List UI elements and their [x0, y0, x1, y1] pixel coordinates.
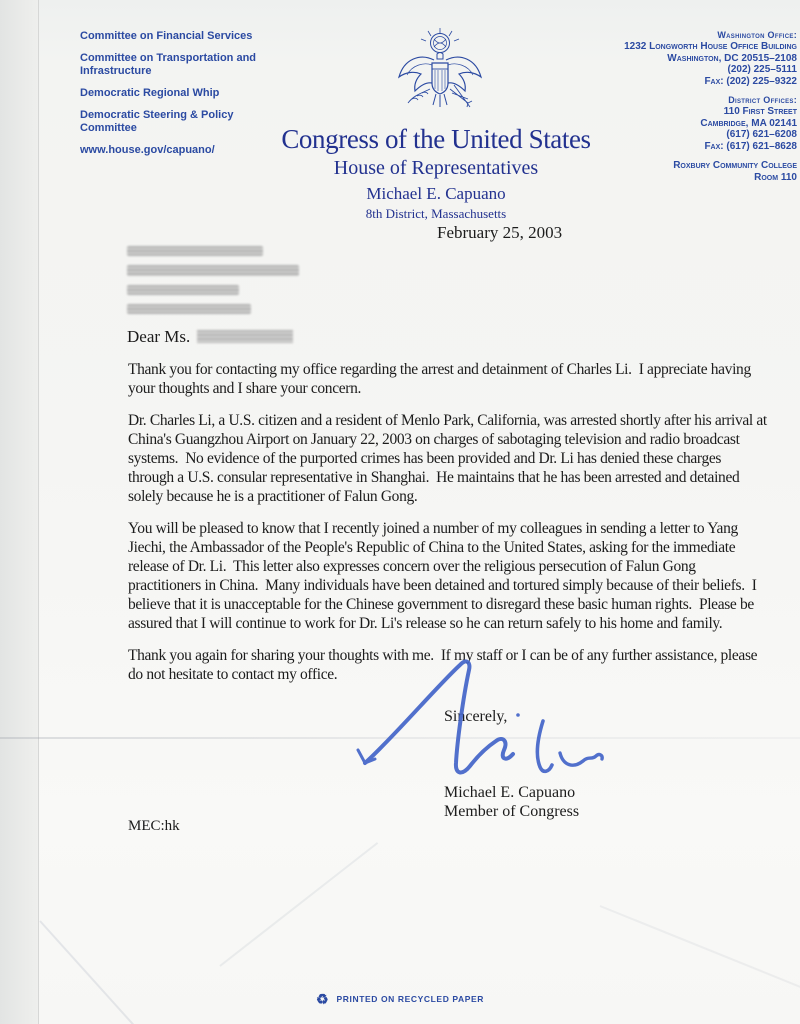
district-offices-heading: District Offices:: [728, 95, 797, 105]
office-address-line: 1232 Longworth House Office Building: [624, 41, 797, 52]
office-address-line: Washington, DC 20515–2108: [667, 52, 797, 64]
paragraph: Dr. Charles Li, a U.S. citizen and a resident of Menlo Park, California, was arrested shortly after his arrival at China's Guangzhou Airport on January 22, 2003 on charges of sabotaging television and radio broadcast systems. No evidence of the purported crimes has been provided and Dr. Li has denied these charges through a U.S. consular representative in Shanghai. He maintains that he has been arrested and detained solely because he is a practitioner of Falun Gong.: [128, 412, 771, 505]
handwritten-signature: [350, 653, 620, 788]
recipient-address-redacted: [127, 246, 299, 323]
office-address-line: (617) 621–6208: [726, 129, 797, 140]
office-addresses: [579, 30, 797, 183]
great-seal-icon: [394, 27, 486, 121]
letter-date: February 25, 2003: [437, 223, 563, 242]
paragraph: You will be pleased to know that I recently joined a number of my colleagues in sending a letter to Yang Jiechi, the Ambassador of the People's Republic of China to the United States, asking for the immediate release of Dr. Li. This letter also expresses concern over the religious persecution of Falun Gong practitioners in China. Many individuals have been detained and tortured simply because of their beliefs. I believe that it is unacceptable for the Chinese government to disregard these basic human rights. Please be assured that I will continue to work for Dr. Li's release so he can return safely to his home and family.: [128, 520, 761, 632]
salutation: [127, 327, 293, 347]
office-address-line: Cambridge, MA 02141: [700, 117, 797, 129]
redacted-text: [127, 304, 251, 314]
redacted-text: [127, 285, 239, 295]
paper-crease: [600, 905, 800, 1004]
member-district: 8th District, Massachusetts: [365, 206, 507, 221]
office-address-line: (202) 225–5111: [727, 64, 797, 75]
redacted-text: [127, 246, 263, 256]
committee-item: Committee on Transportation and Infrastructure: [80, 52, 257, 77]
office-address-line: Fax: (617) 621–8628: [704, 140, 797, 152]
paper-crease: [39, 920, 194, 1024]
recycled-label: PRINTED ON RECYCLED PAPER: [336, 994, 485, 1004]
reference-initials: MEC:hk: [128, 818, 180, 834]
closing: Sincerely,: [444, 708, 508, 725]
paragraph: Thank you for contacting my office regarding the arrest and detainment of Charles Li. I appreciate having your thoughts and I share your concern.: [128, 361, 755, 397]
paragraph: Thank you again for sharing your thoughts with me. If my staff or I can be of any further assistance, please do not hesitate to contact my office.: [128, 647, 761, 683]
committee-item: Committee on Financial Services: [80, 30, 253, 42]
salutation-text: Dear Ms.: [127, 327, 191, 346]
recycle-icon: ♻: [315, 991, 329, 1007]
signer-name: Michael E. Capuano: [444, 784, 576, 801]
redacted-name: [197, 330, 293, 343]
house-subtitle: House of Representatives: [333, 157, 539, 179]
office-address-line: 110 First Street: [723, 106, 797, 117]
signature-block: [444, 783, 579, 821]
paper-crease: [219, 842, 378, 967]
scan-edge-shadow: [0, 0, 39, 1024]
member-name: Michael E. Capuano: [366, 184, 506, 203]
washington-office-heading: Washington Office:: [717, 30, 797, 40]
office-address-line: Fax: (202) 225–9322: [704, 75, 797, 87]
letter-body: [128, 360, 771, 697]
office-address-line: Room 110: [754, 171, 797, 183]
committee-item: Democratic Steering & Policy Committee: [80, 109, 234, 134]
recycled-paper-footer: [0, 992, 800, 1006]
signer-title: Member of Congress: [444, 803, 580, 820]
office-address-line: Roxbury Community College: [673, 160, 797, 171]
masthead: [236, 124, 636, 221]
committee-item: Democratic Regional Whip: [80, 87, 220, 99]
congress-title: Congress of the United States: [281, 124, 591, 154]
website-url: www.house.gov/capuano/: [80, 144, 215, 156]
redacted-text: [127, 265, 299, 276]
